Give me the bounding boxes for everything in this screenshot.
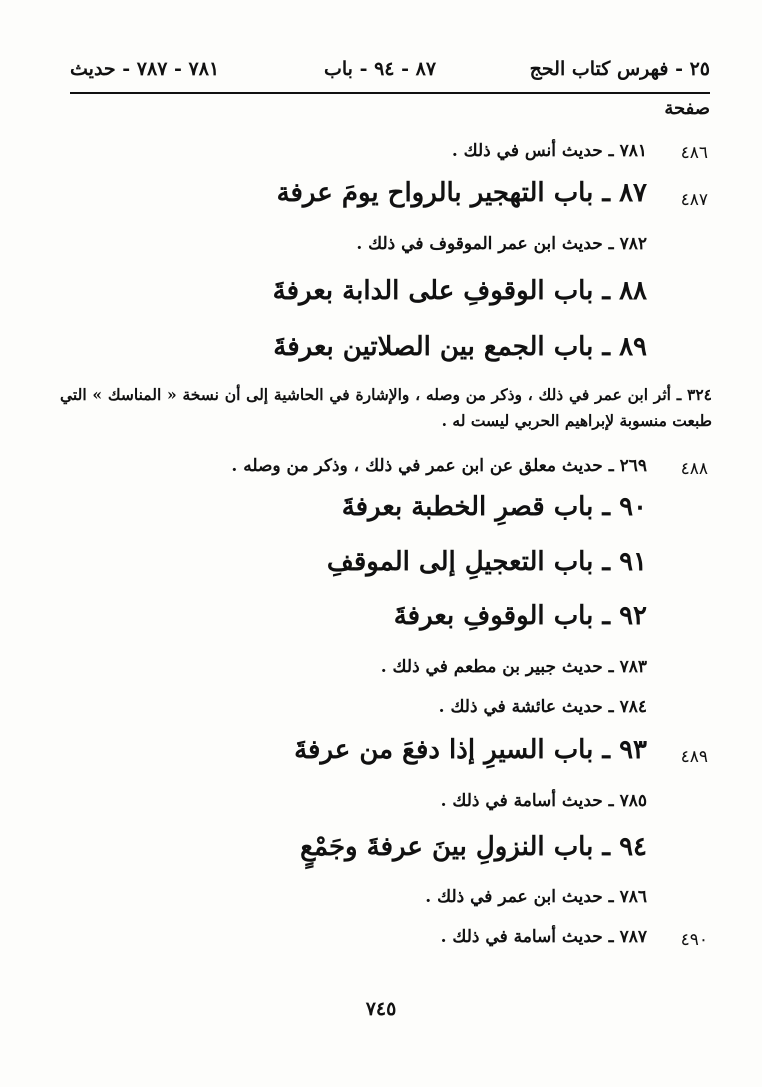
- chapter-heading: ٩٠ ـ باب قصرِ الخطبة بعرفةَ: [341, 492, 647, 522]
- chapter-heading: ٨٨ ـ باب الوقوفِ على الدابة بعرفةَ: [272, 276, 647, 306]
- hadith-entry: ٧٨٧ ـ حديث أسامة في ذلك .: [440, 927, 647, 947]
- hadith-entry: ٧٨٦ ـ حديث ابن عمر في ذلك .: [425, 887, 647, 907]
- chapter-heading: ٩٢ ـ باب الوقوفِ بعرفةَ: [393, 601, 647, 631]
- hadith-entry: ٢٦٩ ـ حديث معلق عن ابن عمر في ذلك ، وذكر من وصله .: [231, 456, 647, 476]
- header-range-chapters: ٨٧ - ٩٤ - باب: [324, 58, 437, 80]
- athar-note: ٣٢٤ ـ أثر ابن عمر في ذلك ، وذكر من وصله ، والإشارة في الحاشية إلى أن نسخة « المناسك » التي طبعت منسوبة لإبراهيم الحربي ليست له .: [60, 385, 712, 430]
- row-page-number: ٤٨٨: [680, 459, 708, 479]
- chapter-heading: ٩١ ـ باب التعجيلِ إلى الموقفِ: [326, 547, 647, 577]
- chapter-heading: ٩٣ ـ باب السيرِ إذا دفعَ من عرفةَ: [294, 735, 647, 765]
- hadith-entry: ٧٨٢ ـ حديث ابن عمر الموقوف في ذلك .: [356, 234, 647, 254]
- header-range-hadith: ٧٨١ - ٧٨٧ - حديث: [70, 58, 220, 80]
- header-title: ٢٥ - فهرس كتاب الحج: [529, 58, 710, 80]
- chapter-heading: ٩٤ ـ باب النزولِ بينَ عرفةَ وجَمْعٍ: [300, 832, 647, 862]
- chapter-heading: ٨٧ ـ باب التهجير بالرواح يومَ عرفة: [276, 178, 647, 208]
- chapter-heading: ٨٩ ـ باب الجمع بين الصلاتين بعرفةَ: [273, 332, 647, 362]
- row-page-number: ٤٨٦: [680, 143, 708, 163]
- page-column-label: صفحة: [664, 98, 710, 119]
- hadith-entry: ٧٨٤ ـ حديث عائشة في ذلك .: [438, 697, 647, 717]
- header-rule: [70, 92, 710, 94]
- row-page-number: ٤٨٩: [680, 747, 708, 767]
- row-page-number: ٤٩٠: [680, 930, 708, 950]
- hadith-entry: ٧٨١ ـ حديث أنس في ذلك .: [451, 141, 647, 161]
- row-page-number: ٤٨٧: [680, 190, 708, 210]
- page-number: ٧٤٥: [365, 998, 397, 1020]
- hadith-entry: ٧٨٣ ـ حديث جبير بن مطعم في ذلك .: [380, 657, 647, 677]
- hadith-entry: ٧٨٥ ـ حديث أسامة في ذلك .: [440, 791, 647, 811]
